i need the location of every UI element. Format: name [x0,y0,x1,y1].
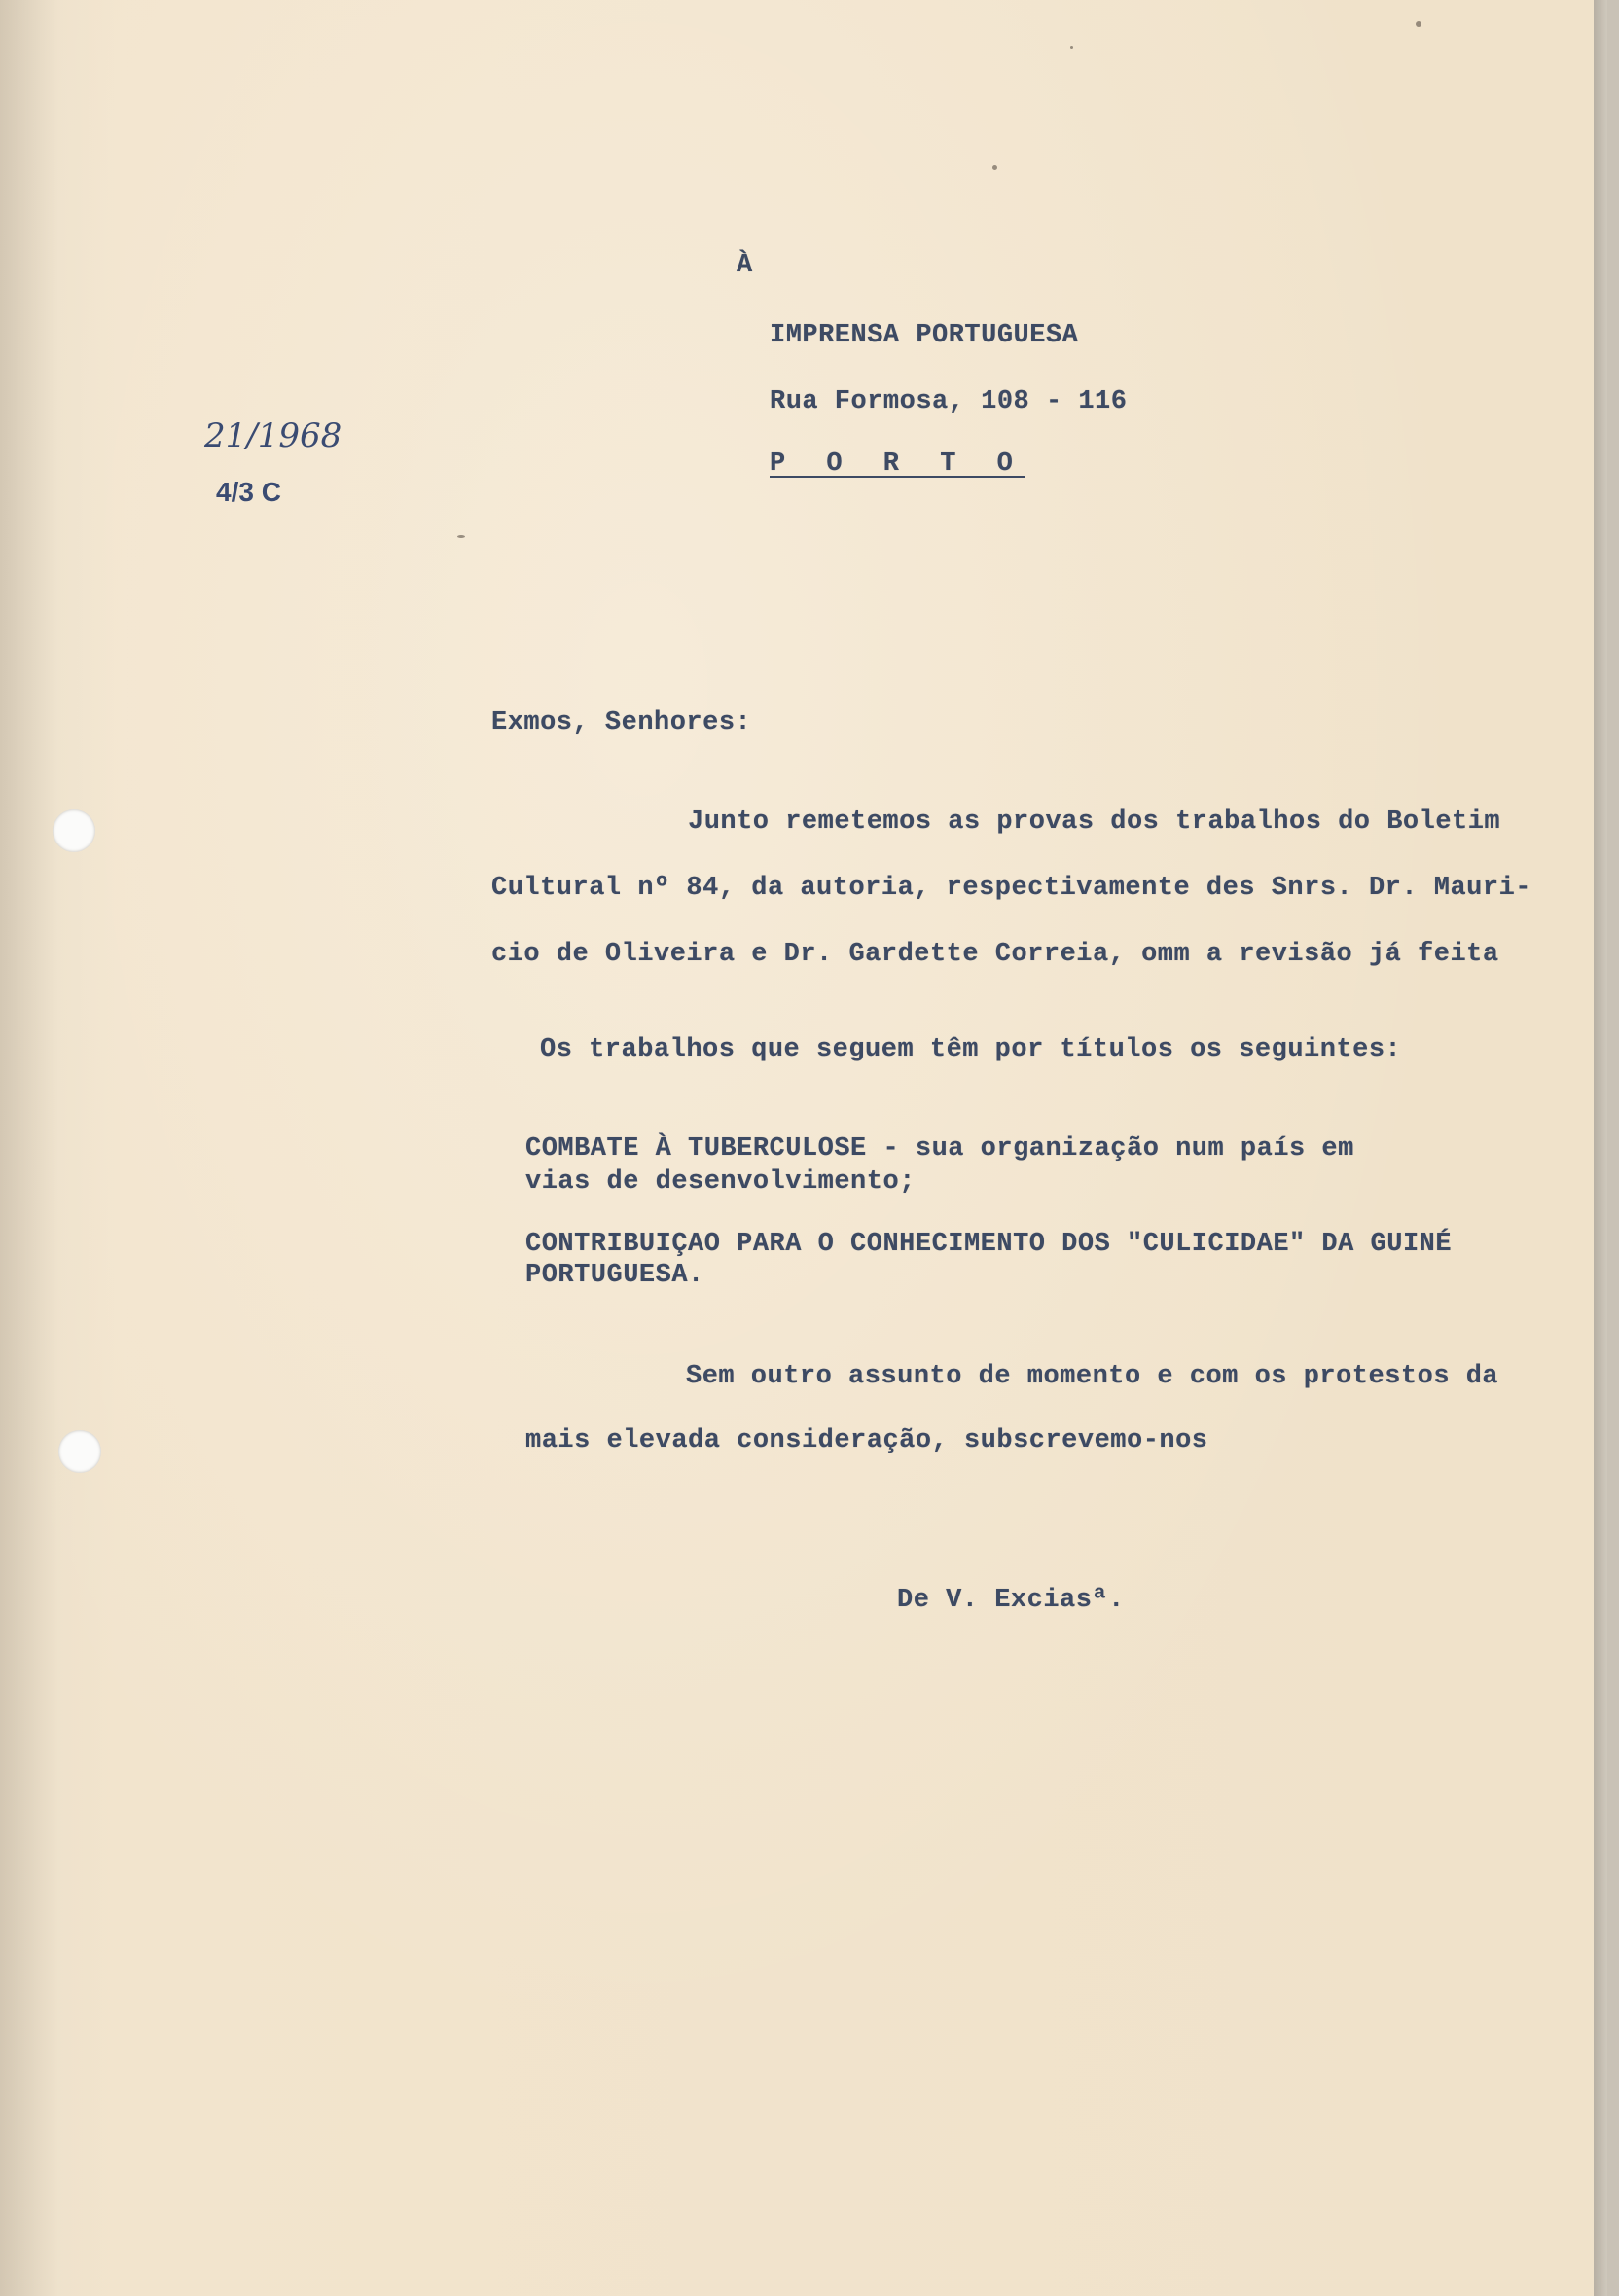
paper-fold-shadow [0,0,115,2296]
punch-hole-top [53,809,95,852]
closing-line-1: Sem outro assunto de momento e com os protestos da [686,1362,1499,1391]
addressee-name: IMPRENSA PORTUGUESA [770,321,1079,350]
title-1-line-1: COMBATE À TUBERCULOSE - sua organização num país em [525,1134,1354,1164]
paragraph-1-line-3: cio de Oliveira e Dr. Gardette Correia, omm a revisão já feita [491,940,1499,969]
paragraph-1-line-2: Cultural nº 84, da autoria, respectivamente des Snrs. Dr. Mauri- [491,874,1531,903]
paper-speck [457,535,465,538]
reference-code: 4/3 C [216,477,281,507]
paper-speck [1416,21,1421,27]
addressee-prefix: À [737,251,753,280]
title-2-line-2: PORTUGUESA. [525,1261,704,1290]
handwritten-reference-number: 21/1968 [204,416,342,455]
paragraph-1-line-1: Junto remetemos as provas dos trabalhos do Boletim [688,807,1501,837]
closing-line-2: mais elevada consideração, subscrevemo-nos [525,1426,1208,1455]
addressee-street: Rua Formosa, 108 - 116 [770,387,1128,416]
signoff: De V. Exciasª. [897,1586,1125,1615]
paper-speck [992,165,997,170]
punch-hole-bottom [58,1430,101,1473]
addressee-city: P O R T O [770,449,1025,479]
paper-speck [1070,46,1073,49]
title-2-line-1: CONTRIBUIÇAO PARA O CONHECIMENTO DOS "CULICIDAE" DA GUINÉ [525,1230,1453,1259]
paper-right-edge [1594,0,1607,2296]
salutation: Exmos, Senhores: [491,708,752,737]
titles-intro: Os trabalhos que seguem têm por títulos os seguintes: [540,1035,1402,1064]
title-1-line-2: vias de desenvolvimento; [525,1167,916,1197]
